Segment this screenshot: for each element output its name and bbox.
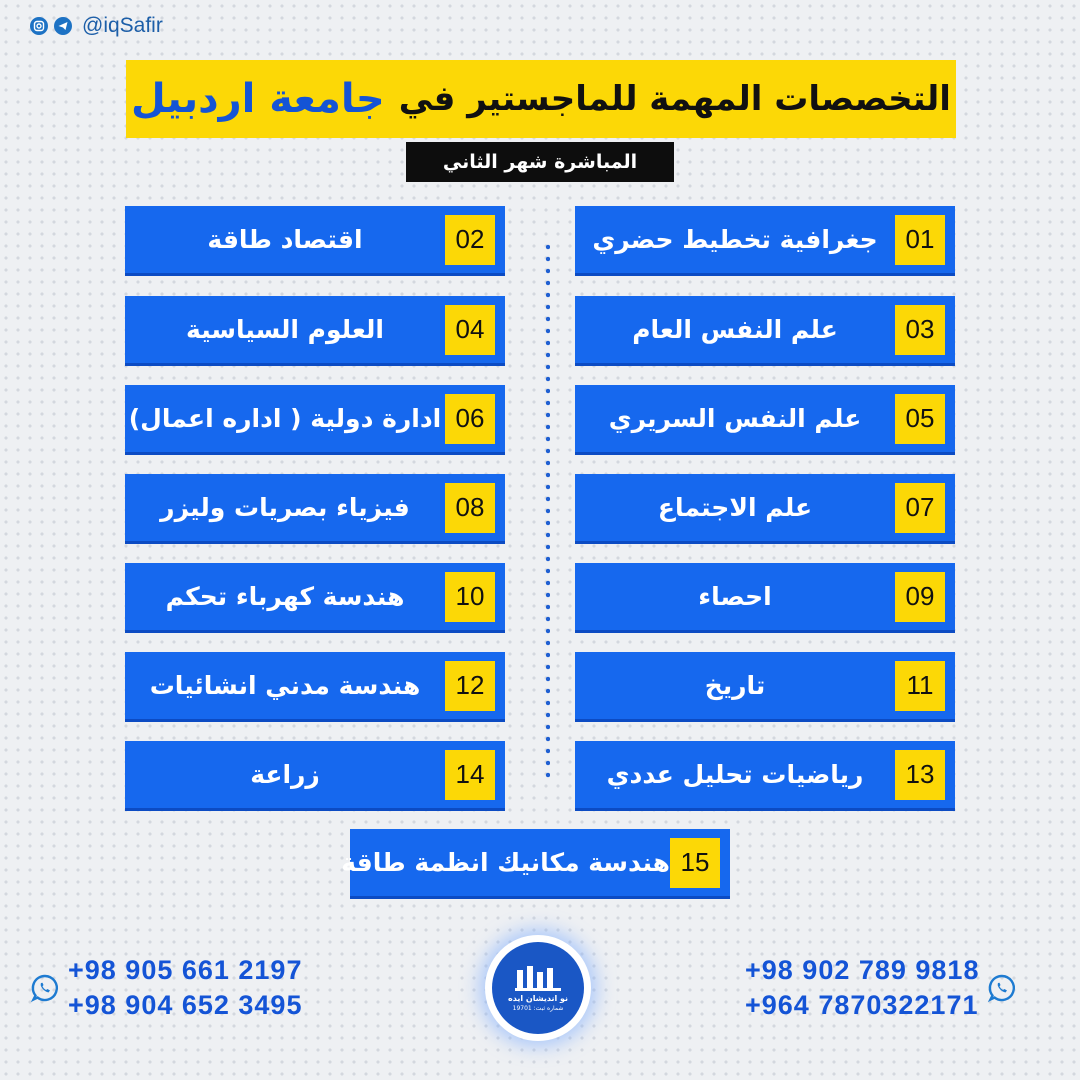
- major-card: [575, 206, 955, 276]
- major-number: 01: [895, 215, 945, 265]
- major-label: هندسة كهرباء تحكم: [165, 582, 405, 611]
- contact-left: [30, 955, 302, 1021]
- major-card: [125, 563, 505, 633]
- major-number: 06: [445, 394, 495, 444]
- major-number: 03: [895, 305, 945, 355]
- major-label: تاريخ: [704, 671, 766, 700]
- logo-mark-icon: [513, 964, 563, 992]
- major-card: [125, 385, 505, 455]
- major-number: 13: [895, 750, 945, 800]
- major-number: 10: [445, 572, 495, 622]
- major-label: احصاء: [698, 582, 772, 611]
- major-label: هندسة مدني انشائيات: [149, 671, 421, 700]
- instagram-icon: [30, 17, 48, 35]
- major-card: [125, 206, 505, 276]
- major-label: زراعة: [250, 760, 320, 789]
- major-number: 05: [895, 394, 945, 444]
- major-card: [125, 741, 505, 811]
- subtitle: المباشرة شهر الثاني: [442, 151, 638, 173]
- major-label: علم الاجتماع: [657, 493, 813, 522]
- phone-number[interactable]: +964 7870322171: [745, 990, 979, 1020]
- major-card: [575, 741, 955, 811]
- major-card: [575, 563, 955, 633]
- major-card: [575, 385, 955, 455]
- major-card: [341, 829, 730, 899]
- major-number: 11: [895, 661, 945, 711]
- major-number: 02: [445, 215, 495, 265]
- major-label: علم النفس السريري: [608, 404, 862, 433]
- major-number: 14: [445, 750, 495, 800]
- major-card: [575, 474, 955, 544]
- subtitle-banner: [406, 142, 674, 182]
- major-label: ادارة دولية ( اداره اعمال): [128, 404, 442, 433]
- phone-number[interactable]: +98 904 652 3495: [68, 990, 303, 1020]
- social-handle: [30, 14, 163, 38]
- major-number: 08: [445, 483, 495, 533]
- logo-text: نو انديشان ايده: [507, 994, 569, 1003]
- major-card: [575, 296, 955, 366]
- page-title: التخصصات المهمة للماجستير في: [398, 79, 951, 119]
- major-label: اقتصاد طاقة: [207, 225, 363, 254]
- university-name: جامعة اردبيل: [131, 76, 385, 122]
- phone-number[interactable]: +98 905 661 2197: [68, 955, 303, 985]
- major-label: هندسة مكانيك انظمة طاقة: [341, 848, 670, 877]
- major-number: 04: [445, 305, 495, 355]
- major-number: 15: [670, 838, 720, 888]
- major-card: [575, 652, 955, 722]
- handle-text: @iqSafir: [82, 14, 163, 37]
- dotted-divider: [546, 241, 550, 781]
- major-label: رياضيات تحليل عددي: [606, 760, 864, 789]
- major-number: 09: [895, 572, 945, 622]
- major-card: [125, 652, 505, 722]
- major-label: جغرافية تخطيط حضري: [592, 225, 878, 254]
- major-number: 07: [895, 483, 945, 533]
- logo-registration: شماره ثبت: 19701: [512, 1005, 564, 1012]
- whatsapp-icon: [987, 973, 1017, 1003]
- phone-number[interactable]: +98 902 789 9818: [745, 955, 980, 985]
- major-label: علم النفس العام: [632, 315, 838, 344]
- major-card: [125, 296, 505, 366]
- major-label: العلوم السياسية: [186, 315, 384, 344]
- title-banner: [126, 60, 956, 138]
- contact-right: [745, 955, 1017, 1021]
- major-number: 12: [445, 661, 495, 711]
- company-logo: [485, 935, 591, 1041]
- whatsapp-icon: [30, 973, 60, 1003]
- major-card: [125, 474, 505, 544]
- telegram-icon: [54, 17, 72, 35]
- major-label: فيزياء بصريات وليزر: [160, 493, 410, 522]
